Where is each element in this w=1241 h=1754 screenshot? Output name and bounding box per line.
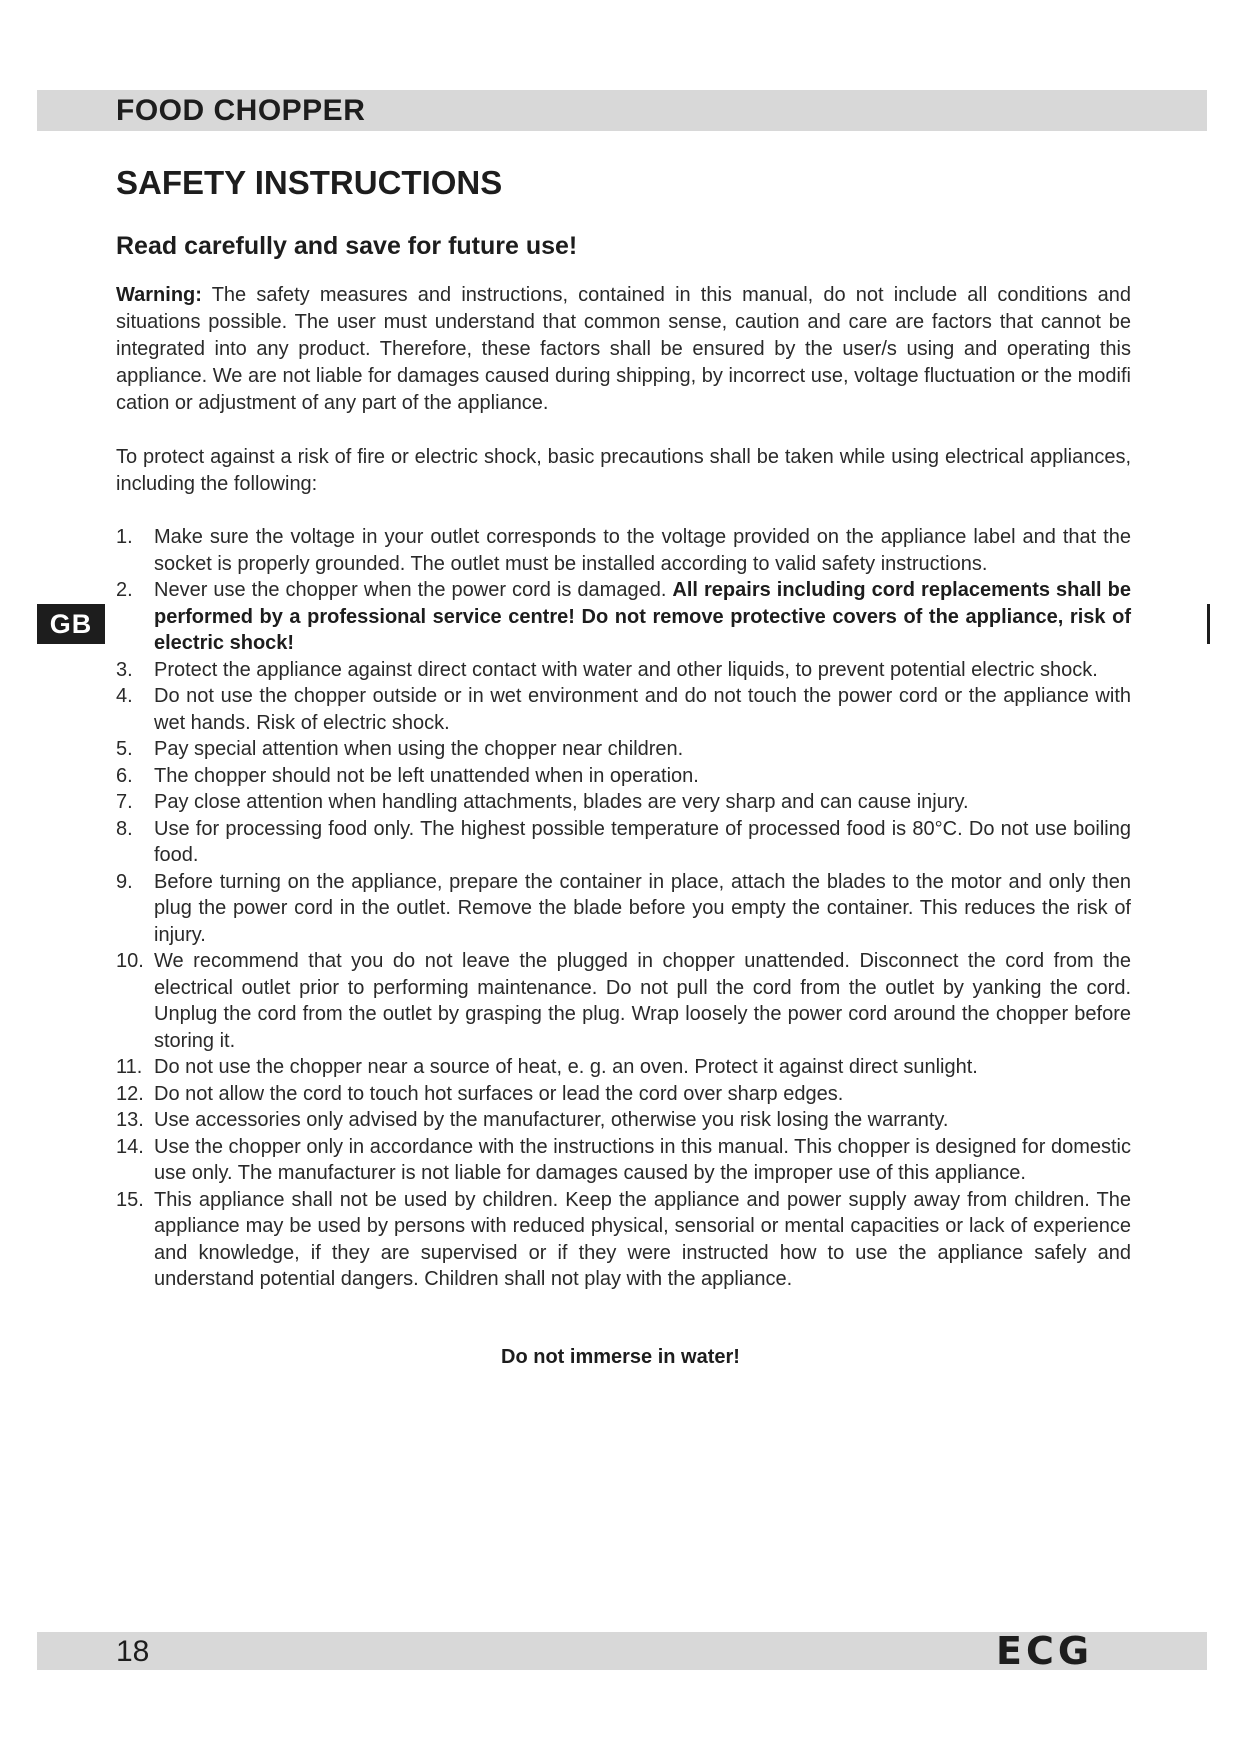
warning-label: Warning: [116, 284, 202, 306]
page-number: 18 [116, 1635, 150, 1668]
list-item [116, 1107, 1131, 1134]
list-item-text: Never use the chopper when the power cord is damaged. [154, 579, 673, 601]
list-item-number: 3. [116, 658, 133, 681]
list-item [116, 948, 1131, 1054]
list-item-text: Use the chopper only in accordance with the instructions in this manual. This chopper is designed for domestic use only. The manufacturer is not liable for damages caused by the improper use of this appliance. [154, 1135, 1131, 1184]
intro-paragraph: To protect against a risk of fire or electric shock, basic precautions shall be taken while using electrical appliances, including the following: [116, 446, 1131, 495]
list-item-text: Pay special attention when using the chopper near children. [154, 738, 684, 760]
list-item-text: We recommend that you do not leave the plugged in chopper unattended. Disconnect the cord from the electrical outlet prior to performing maintenance. Do not pull the cord from the outlet by yanking the cord. Unplug the cord from the outlet by grasping the plug. Wrap loosely the power cord around the chopper before storing it. [154, 950, 1131, 1052]
list-item-text: Do not use the chopper near a source of heat, e. g. an oven. Protect it against direct sunlight. [154, 1056, 978, 1078]
list-item [116, 1187, 1131, 1293]
page-edge-marker [1207, 604, 1210, 644]
brand-logo: ECG [996, 1629, 1094, 1673]
list-item-text: Before turning on the appliance, prepare the container in place, attach the blades to the motor and only then plug the power cord in the outlet. Remove the blade before you empty the container. This reduces the risk of injury. [154, 870, 1131, 946]
list-item [116, 1054, 1131, 1081]
list-item [116, 683, 1131, 736]
language-tab: GB [37, 604, 105, 644]
list-item-number: 10. [116, 950, 144, 972]
list-item-number: 6. [116, 764, 133, 787]
list-item [116, 657, 1131, 684]
list-item-number: 14. [116, 1135, 144, 1158]
product-title: FOOD CHOPPER [116, 94, 366, 127]
list-item [116, 1134, 1131, 1187]
list-item-number: 11. [116, 1056, 143, 1078]
list-item-number: 1. [116, 526, 133, 548]
list-item-text: Protect the appliance against direct contact with water and other liquids, to prevent potential electric shock. [154, 658, 1098, 681]
list-item-number: 9. [116, 870, 133, 893]
warning-paragraph [116, 282, 1131, 417]
list-item-bold-text: All repairs including cord replacements shall be performed by a professional service centre! Do not remove protective covers of the appliance, risk of electric shock! [154, 579, 1131, 654]
list-item-text: Do not use the chopper outside or in wet environment and do not touch the power cord or the appliance with wet hands. Risk of electric shock. [154, 685, 1131, 734]
list-item-number: 2. [116, 579, 133, 601]
list-item [116, 869, 1131, 949]
section-title: SAFETY INSTRUCTIONS [116, 164, 503, 201]
warning-text: The safety measures and instructions, contained in this manual, do not include all conditions and situations possible. The user must understand that common sense, caution and care are factors that cannot be integrated into any product. Therefore, these factors shall be ensured by the user/s using and operating this appliance. We are not liable for damages caused during shipping, by incorrect use, voltage fluctuation or the modifi cation or adjustment of any part of the appliance. [116, 284, 1131, 414]
list-item-number: 7. [116, 791, 133, 813]
list-item [116, 789, 1131, 816]
section-subtitle: Read carefully and save for future use! [116, 232, 578, 260]
list-item-text: Make sure the voltage in your outlet corresponds to the voltage provided on the appliance label and that the socket is properly grounded. The outlet must be installed according to valid safety instructions. [154, 526, 1131, 575]
list-item-text: Do not allow the cord to touch hot surfaces or lead the cord over sharp edges. [154, 1082, 844, 1105]
list-item-text: The chopper should not be left unattended when in operation. [154, 764, 699, 787]
list-item-text: Pay close attention when handling attachments, blades are very sharp and can cause injury. [154, 791, 969, 813]
list-item [116, 816, 1131, 869]
list-item [116, 763, 1131, 790]
list-item-number: 13. [116, 1109, 144, 1131]
list-item-number: 4. [116, 685, 133, 707]
list-item-text: Use for processing food only. The highest possible temperature of processed food is 80°C. Do not use boiling food. [154, 817, 1131, 866]
list-item [116, 524, 1131, 577]
list-item-number: 5. [116, 738, 133, 760]
list-item-number: 12. [116, 1082, 144, 1105]
immersion-note: Do not immerse in water! [501, 1346, 740, 1368]
safety-list [116, 524, 1131, 1293]
list-item [116, 577, 1131, 657]
list-item-number: 8. [116, 817, 133, 840]
list-item [116, 1081, 1131, 1108]
list-item-number: 15. [116, 1188, 144, 1211]
list-item-text: Use accessories only advised by the manufacturer, otherwise you risk losing the warranty. [154, 1109, 949, 1131]
list-item [116, 736, 1131, 763]
list-item-text: This appliance shall not be used by children. Keep the appliance and power supply away from children. The appliance may be used by persons with reduced physical, sensorial or mental capacities or lack of experience and knowledge, if they are supervised or if they were instructed how to use the appliance safely and understand potential dangers. Children shall not play with the appliance. [154, 1188, 1131, 1290]
